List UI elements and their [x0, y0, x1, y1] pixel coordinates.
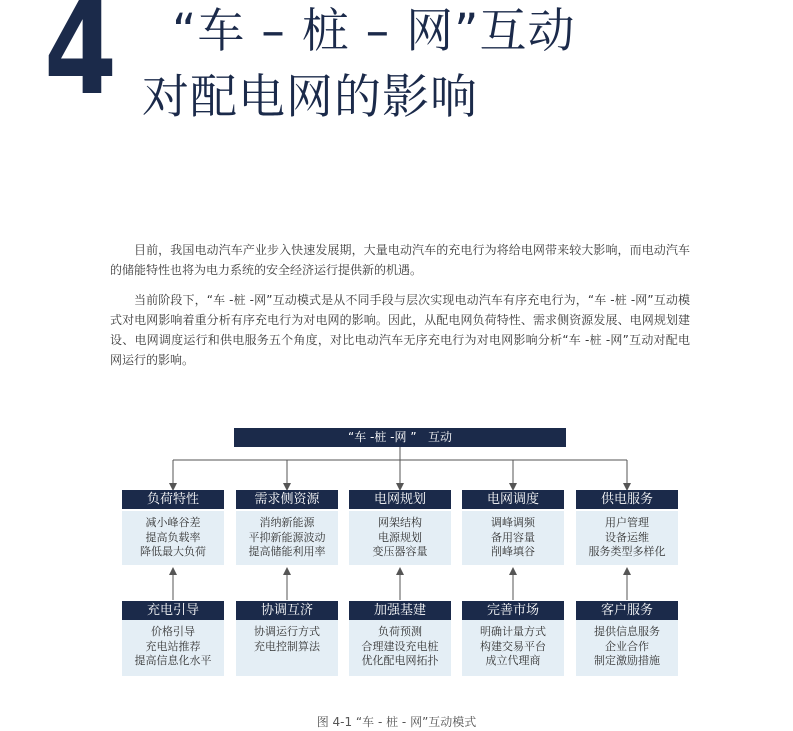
- list-item: 消纳新能源: [259, 516, 315, 529]
- list-item: 削峰填谷: [491, 545, 535, 558]
- list-item: 调峰调频: [491, 516, 535, 529]
- box-header-power-service: 供电服务: [576, 490, 678, 509]
- box-load-characteristics: [122, 511, 224, 565]
- paragraph-mode: 当前阶段下，“车 -桩 -网”互动模式是从不同手段与层次实现电动汽车有序充电行为，“车 -桩 -网”互动模式对电网影响着重分析有序充电行为对电网的影响。因此，从配电网负荷特性、需求侧资源发展、电网规划建设、电网调度运行和供电服务五个角度，对比电动汽车无序充电行为对电网影响分析“车 -桩 -网”互动对配电网运行的影响。: [110, 293, 690, 367]
- list-item: 变压器容量: [372, 545, 428, 558]
- box-header-market: 完善市场: [462, 601, 564, 620]
- list-item: 成立代理商: [485, 654, 541, 667]
- list-item: 价格引导: [151, 625, 195, 638]
- chapter-number: 4: [44, 0, 118, 124]
- figure-caption: 图 4-1 “车 - 桩 - 网”互动模式: [316, 715, 477, 729]
- box-market: [462, 620, 564, 676]
- box-header-grid-dispatch: 电网调度: [462, 490, 564, 509]
- paragraph-intro: 目前，我国电动汽车产业步入快速发展期，大量电动汽车的充电行为将给电网带来较大影响，而电动汽车的储能特性也将为电力系统的安全经济运行提供新的机遇。: [110, 243, 690, 277]
- list-item: 降低最大负荷: [140, 545, 206, 558]
- box-power-service: [576, 511, 678, 565]
- list-item: 提高信息化水平: [134, 654, 212, 667]
- list-item: 制定激励措施: [594, 654, 660, 667]
- list-item: 充电控制算法: [254, 639, 320, 653]
- list-item: 协调运行方式: [254, 625, 320, 638]
- box-header-infrastructure: 加强基建: [349, 601, 451, 620]
- box-coordination: [236, 620, 338, 676]
- list-item: 提高储能利用率: [248, 545, 326, 558]
- box-header-coordination: 协调互济: [236, 601, 338, 620]
- box-header-charging-guidance: 充电引导: [122, 601, 224, 620]
- list-item: 备用容量: [491, 530, 535, 544]
- list-item: 设备运维: [605, 530, 649, 544]
- chapter-title-line2: 对配电网的影响: [142, 70, 478, 125]
- list-item: 电源规划: [378, 530, 422, 544]
- list-item: 减小峰谷差: [145, 516, 201, 529]
- list-item: 明确计量方式: [480, 625, 546, 638]
- box-demand-resources: [236, 511, 338, 565]
- box-charging-guidance: [122, 620, 224, 676]
- list-item: 充电站推荐: [145, 639, 201, 653]
- box-header-customer-service: 客户服务: [576, 601, 678, 620]
- chapter-title-line1: “车 – 桩 – 网”互动: [172, 4, 576, 59]
- diagram-top-box: “车 -桩 -网 ” 互动: [234, 428, 566, 447]
- list-item: 提高负载率: [145, 530, 201, 544]
- box-header-load-characteristics: 负荷特性: [122, 490, 224, 509]
- list-item: 提供信息服务: [594, 625, 660, 638]
- list-item: 企业合作: [605, 639, 649, 653]
- box-grid-planning: [349, 511, 451, 565]
- box-infrastructure: [349, 620, 451, 676]
- list-item: 构建交易平台: [480, 639, 546, 653]
- list-item: 用户管理: [605, 516, 649, 529]
- list-item: 优化配电网拓扑: [361, 654, 439, 667]
- list-item: 负荷预测: [378, 625, 422, 638]
- box-header-demand-resources: 需求侧资源: [236, 490, 338, 509]
- list-item: 服务类型多样化: [588, 545, 666, 558]
- box-header-grid-planning: 电网规划: [349, 490, 451, 509]
- list-item: 网架结构: [378, 516, 422, 529]
- list-item: 平抑新能源波动: [248, 530, 326, 544]
- list-item: 合理建设充电桩: [361, 639, 439, 653]
- box-grid-dispatch: [462, 511, 564, 565]
- box-customer-service: [576, 620, 678, 676]
